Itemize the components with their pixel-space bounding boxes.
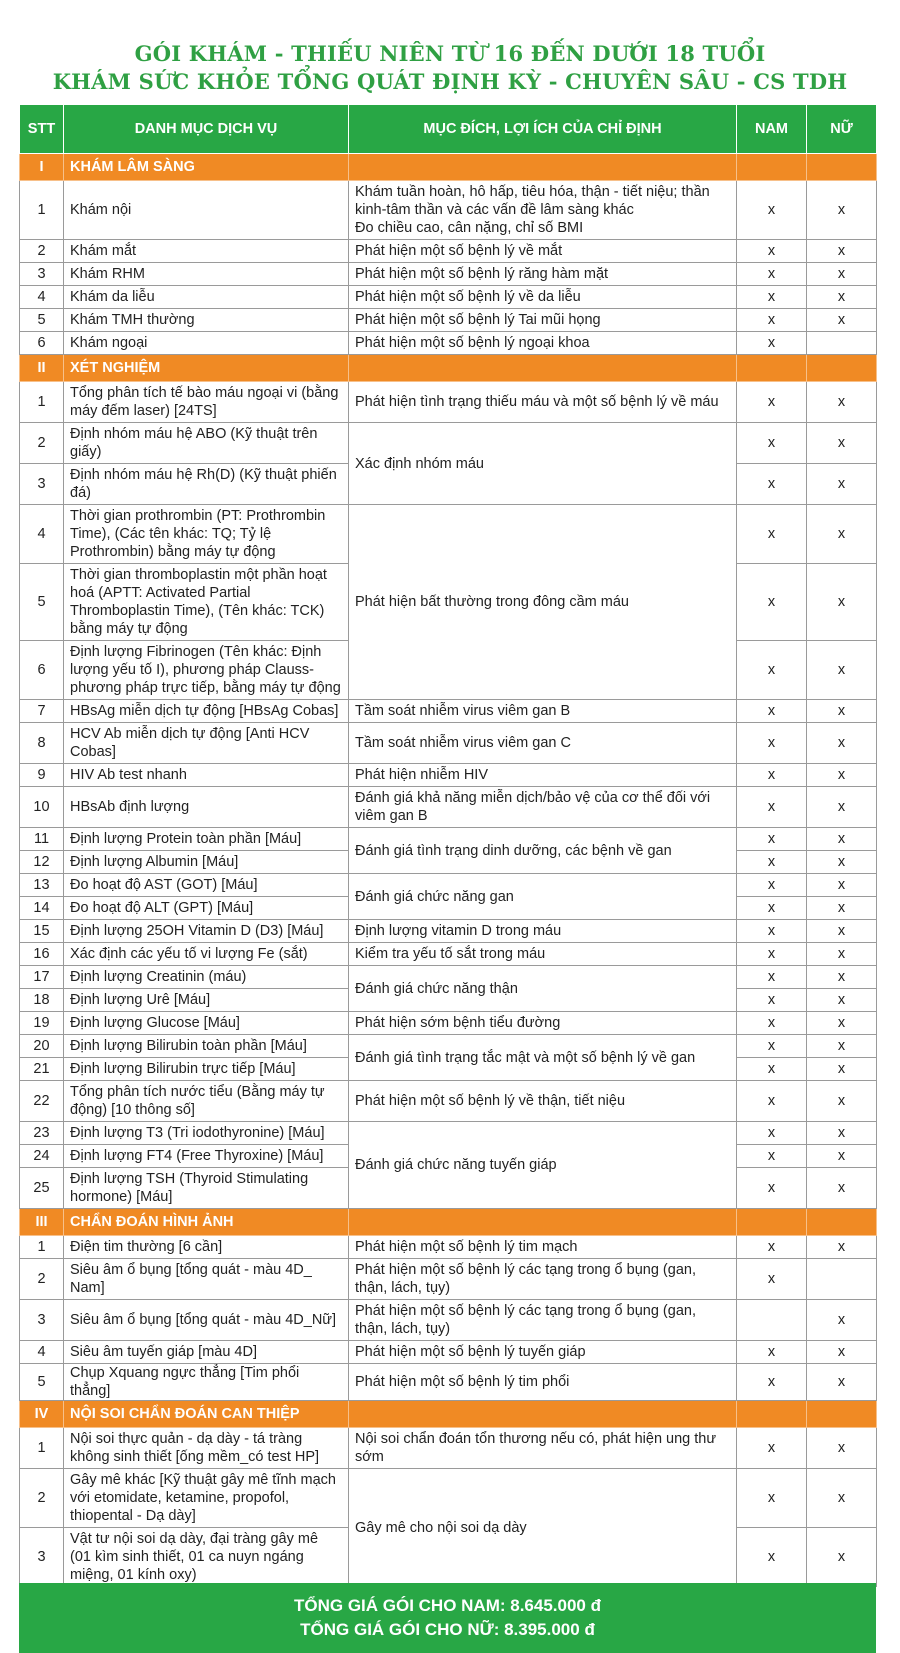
table-row <box>20 1122 877 1145</box>
price-total-bar <box>19 1583 876 1653</box>
row-number: 2 <box>20 1259 64 1300</box>
female-mark: x <box>807 505 877 564</box>
table-row <box>20 828 877 851</box>
male-mark: x <box>737 382 807 423</box>
row-number: 2 <box>20 1469 64 1528</box>
male-mark: x <box>737 1259 807 1300</box>
service-cell: Khám mắt <box>64 240 349 263</box>
purpose-cell: Tầm soát nhiễm virus viêm gan B <box>349 700 737 723</box>
female-mark: x <box>807 828 877 851</box>
female-mark: x <box>807 1122 877 1145</box>
row-number: 22 <box>20 1081 64 1122</box>
female-mark: x <box>807 1428 877 1469</box>
service-cell: Định lượng FT4 (Free Thyroxine) [Máu] <box>64 1145 349 1168</box>
row-number: 9 <box>20 764 64 787</box>
row-number: 20 <box>20 1035 64 1058</box>
service-cell: Định lượng 25OH Vitamin D (D3) [Máu] <box>64 920 349 943</box>
service-cell: Vật tư nội soi dạ dày, đại tràng gây mê (01 kìm sinh thiết, 01 ca nuyn ngáng miệng, 01 kính oxy) <box>64 1528 349 1587</box>
service-cell: HCV Ab miễn dịch tự động [Anti HCV Cobas] <box>64 723 349 764</box>
purpose-cell: Phát hiện một số bệnh lý tim phổi <box>349 1364 737 1401</box>
table-row <box>20 920 877 943</box>
section-number: I <box>20 154 64 181</box>
table-row <box>20 1081 877 1122</box>
male-mark: x <box>737 700 807 723</box>
table-row <box>20 1300 877 1341</box>
row-number: 1 <box>20 181 64 240</box>
row-number: 3 <box>20 464 64 505</box>
female-mark: x <box>807 1300 877 1341</box>
row-number: 15 <box>20 920 64 943</box>
male-mark: x <box>737 1469 807 1528</box>
male-mark: x <box>737 263 807 286</box>
female-mark: x <box>807 240 877 263</box>
male-mark: x <box>737 920 807 943</box>
female-mark: x <box>807 1145 877 1168</box>
row-number: 12 <box>20 851 64 874</box>
table-row <box>20 181 877 240</box>
row-number: 1 <box>20 382 64 423</box>
female-mark: x <box>807 1168 877 1209</box>
header-service: DANH MỤC DỊCH VỤ <box>64 105 349 154</box>
male-mark: x <box>737 240 807 263</box>
female-mark: x <box>807 989 877 1012</box>
purpose-cell: Phát hiện một số bệnh lý Tai mũi họng <box>349 309 737 332</box>
row-number: 5 <box>20 309 64 332</box>
female-mark: x <box>807 286 877 309</box>
female-mark: x <box>807 564 877 641</box>
purpose-cell: Phát hiện tình trạng thiếu máu và một số bệnh lý về máu <box>349 382 737 423</box>
section-number: IV <box>20 1401 64 1428</box>
male-mark: x <box>737 1058 807 1081</box>
female-mark: x <box>807 787 877 828</box>
table-row <box>20 966 877 989</box>
purpose-cell: Phát hiện một số bệnh lý tim mạch <box>349 1236 737 1259</box>
section-row <box>20 1401 877 1428</box>
male-mark: x <box>737 723 807 764</box>
row-number: 5 <box>20 564 64 641</box>
male-mark: x <box>737 1428 807 1469</box>
female-mark: x <box>807 723 877 764</box>
male-mark: x <box>737 505 807 564</box>
row-number: 8 <box>20 723 64 764</box>
row-number: 17 <box>20 966 64 989</box>
male-mark: x <box>737 181 807 240</box>
male-mark: x <box>737 943 807 966</box>
row-number: 1 <box>20 1428 64 1469</box>
male-mark: x <box>737 1236 807 1259</box>
row-number: 1 <box>20 1236 64 1259</box>
row-number: 11 <box>20 828 64 851</box>
section-row <box>20 1209 877 1236</box>
row-number: 25 <box>20 1168 64 1209</box>
female-mark: x <box>807 423 877 464</box>
table-row <box>20 286 877 309</box>
service-cell: Định lượng Urê [Máu] <box>64 989 349 1012</box>
male-mark: x <box>737 1168 807 1209</box>
service-cell: Định nhóm máu hệ ABO (Kỹ thuật trên giấy) <box>64 423 349 464</box>
table-row <box>20 1259 877 1300</box>
row-number: 3 <box>20 263 64 286</box>
purpose-cell: Phát hiện nhiễm HIV <box>349 764 737 787</box>
purpose-cell: Đánh giá chức năng thận <box>349 966 737 1012</box>
female-mark: x <box>807 181 877 240</box>
service-cell: Định lượng Fibrinogen (Tên khác: Định lượng yếu tố I), phương pháp Clauss- phương pháp trực tiếp, bằng máy tự động <box>64 641 349 700</box>
table-row <box>20 1341 877 1364</box>
service-cell: Siêu âm ổ bụng [tổng quát - màu 4D_ Nam] <box>64 1259 349 1300</box>
female-mark: x <box>807 897 877 920</box>
table-row <box>20 700 877 723</box>
section-name: XÉT NGHIỆM <box>64 355 349 382</box>
table-row <box>20 1035 877 1058</box>
table-row <box>20 764 877 787</box>
service-cell: Tổng phân tích tế bào máu ngoại vi (bằng máy đếm laser) [24TS] <box>64 382 349 423</box>
male-mark: x <box>737 851 807 874</box>
purpose-cell: Đánh giá tình trạng dinh dưỡng, các bệnh về gan <box>349 828 737 874</box>
section-number: II <box>20 355 64 382</box>
female-mark: x <box>807 1236 877 1259</box>
female-mark: x <box>807 1012 877 1035</box>
female-mark: x <box>807 1341 877 1364</box>
service-cell: Định lượng Bilirubin toàn phần [Máu] <box>64 1035 349 1058</box>
row-number: 23 <box>20 1122 64 1145</box>
purpose-cell: Phát hiện một số bệnh lý răng hàm mặt <box>349 263 737 286</box>
row-number: 10 <box>20 787 64 828</box>
purpose-cell: Đánh giá chức năng gan <box>349 874 737 920</box>
female-mark <box>807 1259 877 1300</box>
male-mark: x <box>737 897 807 920</box>
table-row <box>20 874 877 897</box>
male-mark: x <box>737 764 807 787</box>
table-row <box>20 382 877 423</box>
female-mark: x <box>807 920 877 943</box>
service-cell: Khám TMH thường <box>64 309 349 332</box>
service-cell: Định lượng Glucose [Máu] <box>64 1012 349 1035</box>
female-mark: x <box>807 851 877 874</box>
service-cell: Khám nội <box>64 181 349 240</box>
female-mark: x <box>807 1081 877 1122</box>
purpose-cell: Nội soi chẩn đoán tổn thương nếu có, phát hiện ung thư sớm <box>349 1428 737 1469</box>
purpose-cell: Phát hiện một số bệnh lý về thận, tiết niệu <box>349 1081 737 1122</box>
page-title: GÓI KHÁM - THIẾU NIÊN TỪ 16 ĐẾN DƯỚI 18 TUỔI <box>134 41 766 66</box>
male-mark: x <box>737 1122 807 1145</box>
female-mark: x <box>807 309 877 332</box>
row-number: 16 <box>20 943 64 966</box>
male-mark: x <box>737 1341 807 1364</box>
header-stt: STT <box>20 105 64 154</box>
male-mark: x <box>737 1035 807 1058</box>
service-cell: HBsAg miễn dịch tự động [HBsAg Cobas] <box>64 700 349 723</box>
section-row <box>20 355 877 382</box>
service-cell: Định lượng T3 (Tri iodothyronine) [Máu] <box>64 1122 349 1145</box>
female-mark: x <box>807 1528 877 1587</box>
table-row <box>20 1364 877 1401</box>
row-number: 24 <box>20 1145 64 1168</box>
service-cell: Gây mê khác [Kỹ thuật gây mê tĩnh mạch với etomidate, ketamine, propofol, thiopental - Dạ dày] <box>64 1469 349 1528</box>
table-row <box>20 332 877 355</box>
purpose-cell: Kiểm tra yếu tố sắt trong máu <box>349 943 737 966</box>
header-female: NỮ <box>807 105 877 154</box>
page-subtitle: KHÁM SỨC KHỎE TỔNG QUÁT ĐỊNH KỲ - CHUYÊN SÂU - CS TDH <box>52 69 848 94</box>
table-row <box>20 240 877 263</box>
purpose-cell: Đánh giá khả năng miễn dịch/bảo vệ của cơ thể đối với viêm gan B <box>349 787 737 828</box>
service-cell: Siêu âm tuyến giáp [màu 4D] <box>64 1341 349 1364</box>
total-price-male: TỔNG GIÁ GÓI CHO NAM: 8.645.000 đ <box>293 1596 601 1615</box>
row-number: 4 <box>20 505 64 564</box>
female-mark: x <box>807 764 877 787</box>
table-row <box>20 1012 877 1035</box>
row-number: 6 <box>20 641 64 700</box>
row-number: 19 <box>20 1012 64 1035</box>
service-cell: Đo hoạt độ AST (GOT) [Máu] <box>64 874 349 897</box>
section-name: CHẨN ĐOÁN HÌNH ẢNH <box>64 1209 349 1236</box>
total-price-female: TỔNG GIÁ GÓI CHO NỮ: 8.395.000 đ <box>300 1620 595 1639</box>
male-mark <box>737 1300 807 1341</box>
female-mark: x <box>807 1469 877 1528</box>
purpose-cell: Đánh giá chức năng tuyến giáp <box>349 1122 737 1209</box>
row-number: 18 <box>20 989 64 1012</box>
male-mark: x <box>737 1528 807 1587</box>
row-number: 2 <box>20 423 64 464</box>
male-mark: x <box>737 309 807 332</box>
male-mark: x <box>737 564 807 641</box>
table-row <box>20 263 877 286</box>
female-mark: x <box>807 874 877 897</box>
table-row <box>20 723 877 764</box>
male-mark: x <box>737 286 807 309</box>
row-number: 4 <box>20 1341 64 1364</box>
table-header-row <box>20 105 877 154</box>
male-mark: x <box>737 1364 807 1401</box>
purpose-cell: Phát hiện một số bệnh lý ngoại khoa <box>349 332 737 355</box>
male-mark: x <box>737 423 807 464</box>
female-mark: x <box>807 1035 877 1058</box>
service-cell: HIV Ab test nhanh <box>64 764 349 787</box>
male-mark: x <box>737 966 807 989</box>
service-cell: Nội soi thực quản - dạ dày - tá tràng không sinh thiết [ống mềm_có test HP] <box>64 1428 349 1469</box>
service-cell: Định lượng Protein toàn phần [Máu] <box>64 828 349 851</box>
purpose-line: Khám tuần hoàn, hô hấp, tiêu hóa, thận - tiết niệu; thần kinh-tâm thần và các vấn đề lâm sàng khác Đo chiều cao, cân nặng, chỉ số BMI <box>355 184 710 236</box>
purpose-cell: Đánh giá tình trạng tắc mật và một số bệnh lý về gan <box>349 1035 737 1081</box>
header-male: NAM <box>737 105 807 154</box>
row-number: 6 <box>20 332 64 355</box>
service-cell: Siêu âm ổ bụng [tổng quát - màu 4D_Nữ] <box>64 1300 349 1341</box>
purpose-cell: Phát hiện một số bệnh lý các tạng trong ổ bụng (gan, thận, lách, tụy) <box>349 1259 737 1300</box>
row-number: 13 <box>20 874 64 897</box>
purpose-cell <box>349 181 737 240</box>
service-cell: Điện tim thường [6 cần] <box>64 1236 349 1259</box>
service-cell: Chụp Xquang ngực thẳng [Tim phổi thẳng] <box>64 1364 349 1401</box>
service-cell: Đo hoạt độ ALT (GPT) [Máu] <box>64 897 349 920</box>
section-name: KHÁM LÂM SÀNG <box>64 154 349 181</box>
service-cell: Định lượng Bilirubin trực tiếp [Máu] <box>64 1058 349 1081</box>
female-mark: x <box>807 464 877 505</box>
table-row <box>20 309 877 332</box>
male-mark: x <box>737 828 807 851</box>
service-cell: Định lượng Creatinin (máu) <box>64 966 349 989</box>
row-number: 4 <box>20 286 64 309</box>
service-cell: Khám ngoại <box>64 332 349 355</box>
purpose-cell: Phát hiện một số bệnh lý các tạng trong ổ bụng (gan, thận, lách, tụy) <box>349 1300 737 1341</box>
table-row <box>20 787 877 828</box>
section-number: III <box>20 1209 64 1236</box>
table-row <box>20 1428 877 1469</box>
table-row <box>20 1236 877 1259</box>
purpose-cell: Gây mê cho nội soi dạ dày <box>349 1469 737 1587</box>
table-row <box>20 423 877 464</box>
service-cell: Khám da liễu <box>64 286 349 309</box>
female-mark: x <box>807 966 877 989</box>
male-mark: x <box>737 874 807 897</box>
female-mark: x <box>807 943 877 966</box>
table-row <box>20 943 877 966</box>
purpose-cell: Phát hiện sớm bệnh tiểu đường <box>349 1012 737 1035</box>
male-mark: x <box>737 1081 807 1122</box>
female-mark: x <box>807 263 877 286</box>
male-mark: x <box>737 1145 807 1168</box>
purpose-cell: Phát hiện một số bệnh lý tuyến giáp <box>349 1341 737 1364</box>
section-name: NỘI SOI CHẨN ĐOÁN CAN THIỆP <box>64 1401 349 1428</box>
purpose-cell: Tầm soát nhiễm virus viêm gan C <box>349 723 737 764</box>
row-number: 7 <box>20 700 64 723</box>
male-mark: x <box>737 464 807 505</box>
service-cell: Thời gian prothrombin (PT: Prothrombin Time), (Các tên khác: TQ; Tỷ lệ Prothrombin) bằng máy tự động <box>64 505 349 564</box>
row-number: 5 <box>20 1364 64 1401</box>
table-row <box>20 505 877 564</box>
row-number: 14 <box>20 897 64 920</box>
service-cell: Khám RHM <box>64 263 349 286</box>
male-mark: x <box>737 1012 807 1035</box>
header-purpose: MỤC ĐÍCH, LỢI ÍCH CỦA CHỈ ĐỊNH <box>349 105 737 154</box>
row-number: 2 <box>20 240 64 263</box>
purpose-cell: Xác định nhóm máu <box>349 423 737 505</box>
male-mark: x <box>737 332 807 355</box>
female-mark: x <box>807 641 877 700</box>
female-mark <box>807 332 877 355</box>
service-table <box>19 104 877 1587</box>
service-cell: Định nhóm máu hệ Rh(D) (Kỹ thuật phiến đá) <box>64 464 349 505</box>
row-number: 3 <box>20 1300 64 1341</box>
male-mark: x <box>737 787 807 828</box>
female-mark: x <box>807 382 877 423</box>
female-mark: x <box>807 700 877 723</box>
row-number: 3 <box>20 1528 64 1587</box>
service-cell: Tổng phân tích nước tiểu (Bằng máy tự động) [10 thông số] <box>64 1081 349 1122</box>
purpose-cell: Phát hiện bất thường trong đông cầm máu <box>349 505 737 700</box>
row-number: 21 <box>20 1058 64 1081</box>
service-cell: Định lượng Albumin [Máu] <box>64 851 349 874</box>
service-cell: Định lượng TSH (Thyroid Stimulating hormone) [Máu] <box>64 1168 349 1209</box>
female-mark: x <box>807 1364 877 1401</box>
male-mark: x <box>737 989 807 1012</box>
purpose-cell: Định lượng vitamin D trong máu <box>349 920 737 943</box>
service-cell: Xác định các yếu tố vi lượng Fe (sắt) <box>64 943 349 966</box>
table-row <box>20 1469 877 1528</box>
male-mark: x <box>737 641 807 700</box>
purpose-cell: Phát hiện một số bệnh lý về mắt <box>349 240 737 263</box>
section-row <box>20 154 877 181</box>
female-mark: x <box>807 1058 877 1081</box>
service-cell: HBsAb định lượng <box>64 787 349 828</box>
service-cell: Thời gian thromboplastin một phần hoạt hoá (APTT: Activated Partial Thromboplastin Time), (Tên khác: TCK) bằng máy tự động <box>64 564 349 641</box>
purpose-cell: Phát hiện một số bệnh lý về da liễu <box>349 286 737 309</box>
